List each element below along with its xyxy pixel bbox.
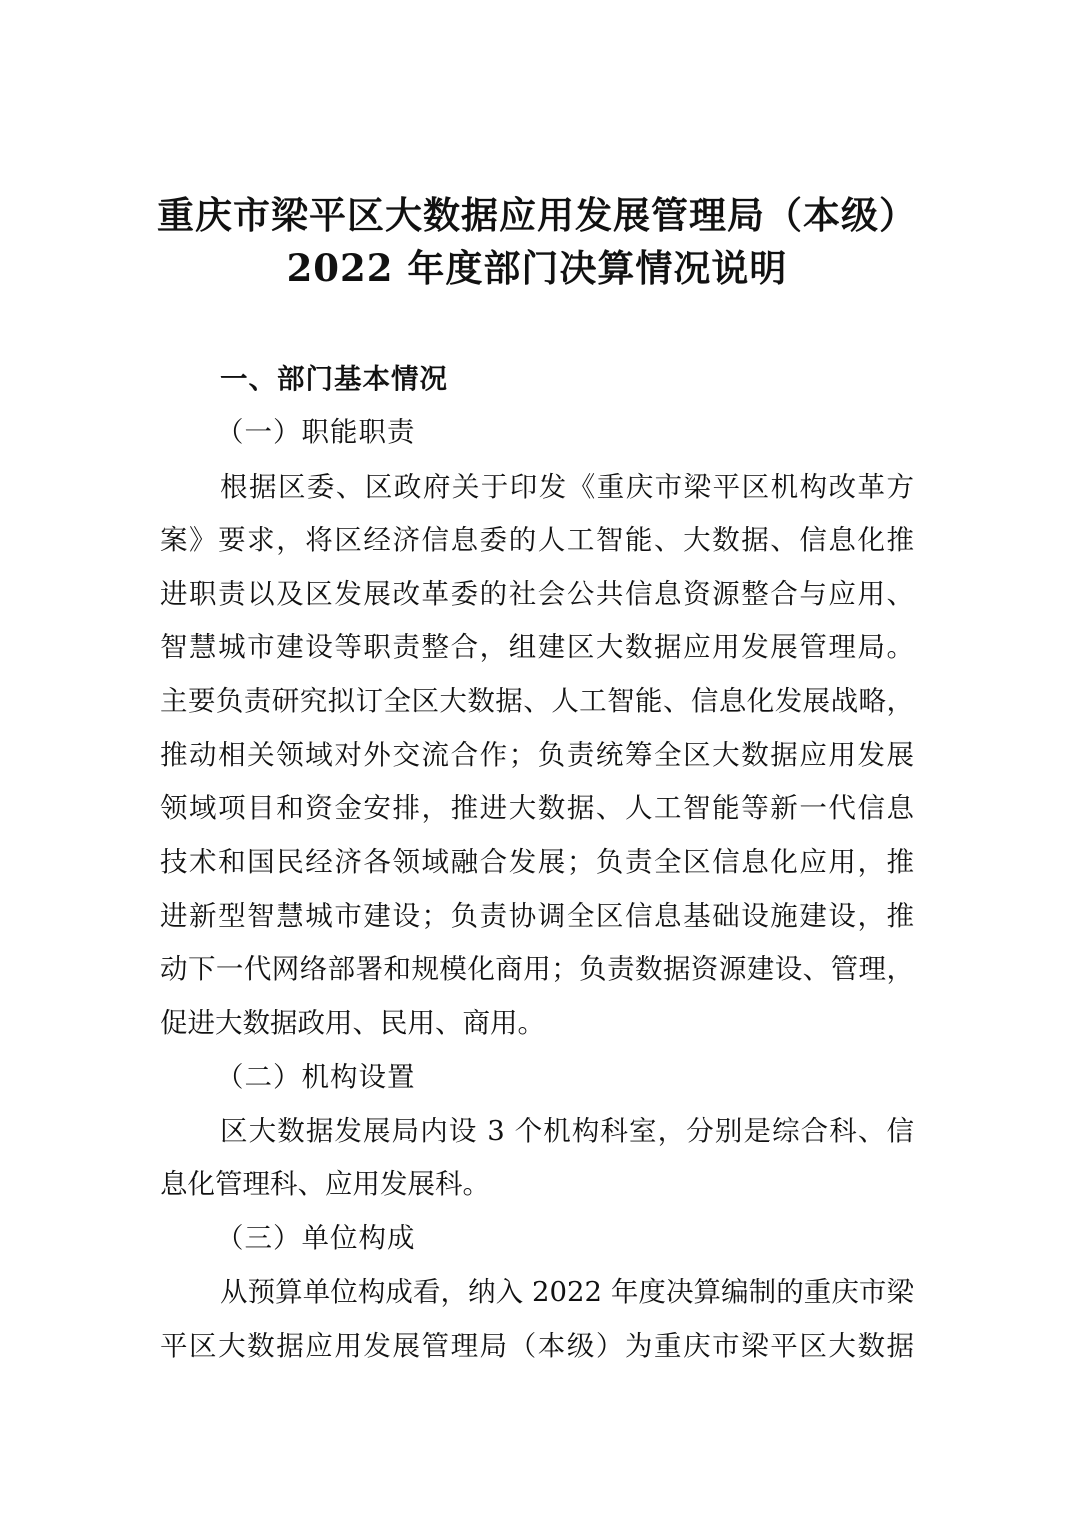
paragraph-line: 平区大数据应用发展管理局（本级）为重庆市梁平区大数据 bbox=[160, 1330, 914, 1362]
subheading-units: （三）单位构成 bbox=[216, 1222, 416, 1254]
paragraph-line: 进职责以及区发展改革委的社会公共信息资源整合与应用、 bbox=[160, 578, 914, 610]
paragraph-line: 根据区委、区政府关于印发《重庆市梁平区机构改革方 bbox=[220, 471, 914, 503]
paragraph-line: 息化管理科、应用发展科。 bbox=[160, 1168, 490, 1200]
paragraph-line: 主要负责研究拟订全区大数据、人工智能、信息化发展战略， bbox=[160, 685, 914, 717]
paragraph-line: 从预算单位构成看，纳入 2022 年度决算编制的重庆市梁 bbox=[220, 1276, 914, 1308]
section-heading-basic-info: 一、部门基本情况 bbox=[220, 363, 448, 395]
paragraph-line: 推动相关领域对外交流合作；负责统筹全区大数据应用发展 bbox=[160, 739, 914, 771]
paragraph-line: 案》要求，将区经济信息委的人工智能、大数据、信息化推 bbox=[160, 524, 914, 556]
subheading-organization: （二）机构设置 bbox=[216, 1061, 416, 1093]
paragraph-line: 技术和国民经济各领域融合发展；负责全区信息化应用，推 bbox=[160, 846, 914, 878]
paragraph-line: 智慧城市建设等职责整合，组建区大数据应用发展管理局。 bbox=[160, 631, 914, 663]
document-title-line-2: 2022 年度部门决算情况说明 bbox=[286, 246, 788, 290]
paragraph-line: 动下一代网络部署和规模化商用；负责数据资源建设、管理， bbox=[160, 953, 914, 985]
paragraph-line: 领域项目和资金安排，推进大数据、人工智能等新一代信息 bbox=[160, 792, 914, 824]
paragraph-line: 区大数据发展局内设 3 个机构科室，分别是综合科、信 bbox=[220, 1115, 914, 1147]
paragraph-line: 促进大数据政用、民用、商用。 bbox=[160, 1007, 545, 1039]
document-title-line-1: 重庆市梁平区大数据应用发展管理局（本级） bbox=[157, 193, 917, 237]
paragraph-line: 进新型智慧城市建设；负责协调全区信息基础设施建设，推 bbox=[160, 900, 914, 932]
subheading-functions: （一）职能职责 bbox=[216, 416, 416, 448]
